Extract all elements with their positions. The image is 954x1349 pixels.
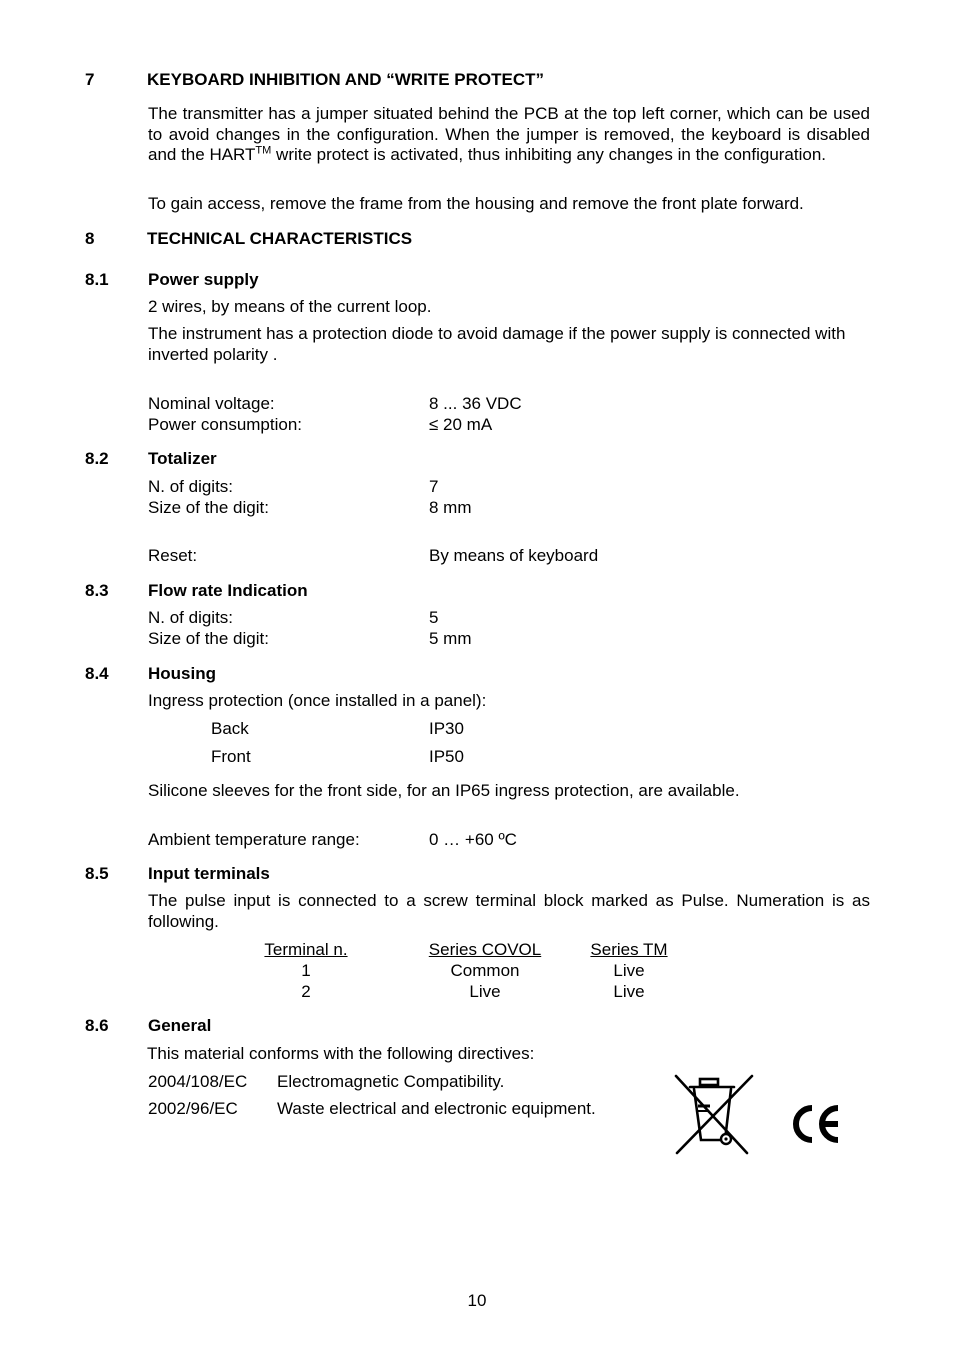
spec-label: Ambient temperature range:	[148, 830, 360, 849]
section-8-2-number: 8.2	[85, 449, 109, 468]
spec-value: 5	[429, 608, 439, 627]
spec-label: N. of digits:	[148, 477, 234, 496]
section-8-5-paragraph-1: The pulse input is connected to a screw terminal block marked as Pulse. Numeration is as following.	[148, 891, 870, 931]
spec-label: Power consumption:	[148, 415, 303, 434]
spec-value: 8 mm	[429, 498, 472, 517]
trademark-superscript: TM	[255, 144, 272, 157]
section-8-2-title: Totalizer	[148, 449, 217, 468]
spec-value: 7	[429, 477, 439, 496]
spec-label: Reset:	[148, 546, 198, 565]
section-8-4-paragraph-1: Ingress protection (once installed in a panel):	[148, 691, 487, 710]
table-header: Series TM	[590, 940, 668, 959]
section-8-3-title: Flow rate Indication	[148, 581, 308, 600]
spec-value: 5 mm	[429, 629, 472, 648]
directive-code: 2002/96/EC	[148, 1099, 238, 1118]
spec-value: IP50	[429, 747, 464, 766]
spec-label: N. of digits:	[148, 608, 234, 627]
section-8-5-title: Input terminals	[148, 864, 270, 883]
table-cell: Live	[469, 982, 501, 1001]
table-cell: 1	[301, 961, 311, 980]
spec-label: Back	[211, 719, 249, 738]
spec-value: ≤ 20 mA	[429, 415, 493, 434]
ce-mark-icon	[786, 1100, 846, 1150]
table-header: Terminal n.	[264, 940, 348, 959]
section-8-1-paragraph-2: The instrument has a protection diode to avoid damage if the power supply is connected with inverted polarity .	[148, 324, 846, 364]
section-8-5-number: 8.5	[85, 864, 109, 883]
spec-label: Size of the digit:	[148, 498, 269, 517]
section-7-paragraph-2: To gain access, remove the frame from the housing and remove the front plate forward.	[148, 194, 804, 213]
section-8-number: 8	[85, 229, 95, 248]
spec-label: Nominal voltage:	[148, 394, 275, 413]
section-8-1-number: 8.1	[85, 270, 109, 289]
section-8-4-number: 8.4	[85, 664, 109, 683]
section-8-1-paragraph-1: 2 wires, by means of the current loop.	[148, 297, 432, 316]
table-header: Series COVOL	[428, 940, 542, 959]
section-8-6-paragraph-1: This material conforms with the following directives:	[147, 1044, 535, 1063]
spec-value: 0 … +60 ºC	[429, 830, 517, 849]
spec-label: Size of the digit:	[148, 629, 269, 648]
directive-text: Electromagnetic Compatibility.	[277, 1072, 505, 1091]
section-8-6-number: 8.6	[85, 1016, 109, 1035]
table-cell: Live	[613, 961, 645, 980]
spec-value: 8 ... 36 VDC	[429, 394, 522, 413]
section-7-number: 7	[85, 70, 95, 89]
spec-value: By means of keyboard	[429, 546, 599, 565]
directive-code: 2004/108/EC	[148, 1072, 248, 1091]
section-8-title: TECHNICAL CHARACTERISTICS	[147, 229, 413, 248]
section-8-3-number: 8.3	[85, 581, 109, 600]
section-8-1-title: Power supply	[148, 270, 259, 289]
spec-value: IP30	[429, 719, 464, 738]
section-7-paragraph-1: The transmitter has a jumper situated behind the PCB at the top left corner, which can be used to avoid changes in the configuration. When the jumper is removed, the keyboard is disabled and the HART™ write protect is activated, thus inhibiting any changes in the configuration.	[148, 104, 870, 165]
section-8-4-title: Housing	[148, 664, 216, 683]
table-cell: Live	[613, 982, 645, 1001]
table-cell: 2	[301, 982, 311, 1001]
section-7-title: KEYBOARD INHIBITION AND “WRITE PROTECT”	[147, 70, 544, 89]
directive-text: Waste electrical and electronic equipment.	[277, 1099, 596, 1118]
section-8-4-paragraph-2: Silicone sleeves for the front side, for an IP65 ingress protection, are available.	[148, 781, 740, 800]
weee-bin-icon	[670, 1070, 760, 1160]
spec-label: Front	[211, 747, 251, 766]
section-8-6-title: General	[148, 1016, 212, 1035]
page-number: 10	[467, 1291, 487, 1310]
table-cell: Common	[450, 961, 520, 980]
